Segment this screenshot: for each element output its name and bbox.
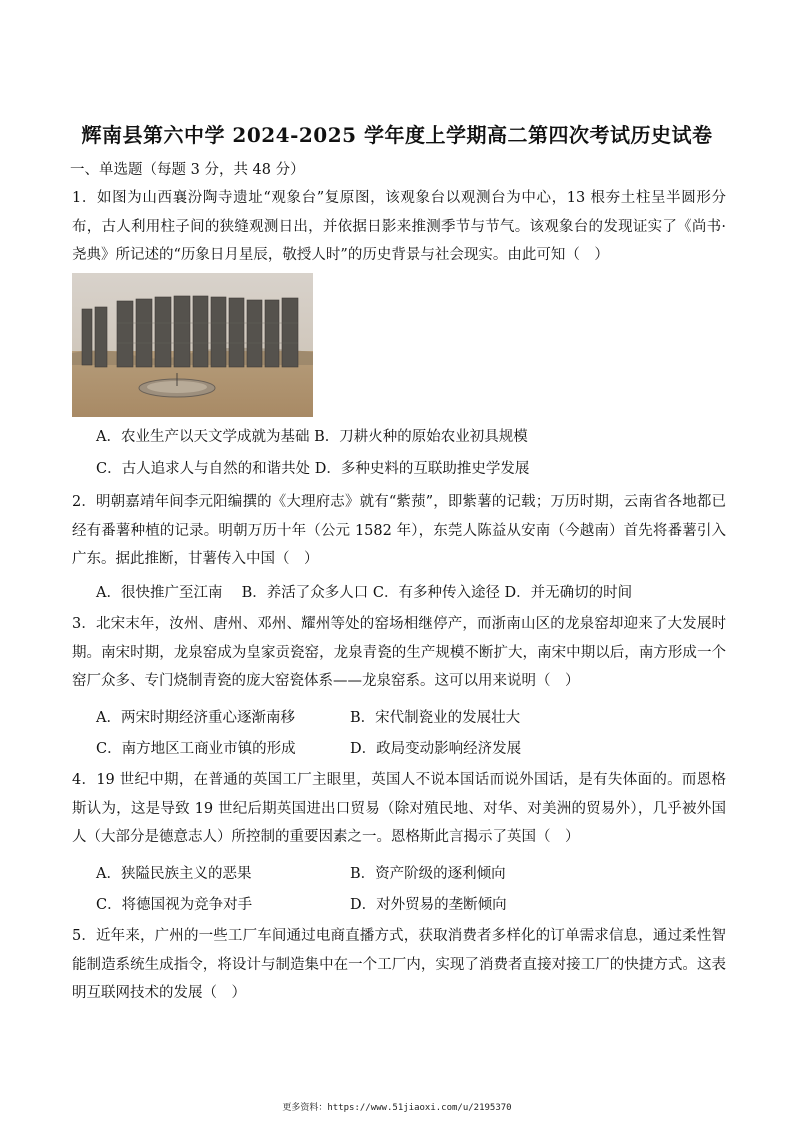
question-3-option-a: A．两宋时期经济重心逐渐南移	[96, 710, 295, 726]
question-2-options: A．很快推广至江南 B．养活了众多人口 C．有多种传入途径 D．并无确切的时间	[96, 585, 633, 601]
question-3-option-c: C．南方地区工商业市镇的形成	[96, 741, 296, 757]
question-3-option-d: D．政局变动影响经济发展	[350, 741, 522, 757]
question-1-stem: 1．如图为山西襄汾陶寺遗址“观象台”复原图，该观象台以观测台为中心，13 根夯土柱呈半圆形分布，古人利用柱子间的狭缝观测日出，并依据日影来推测季节与节气。该观象台的发现证实了《尚书·尧典》所记述的“历象日月星辰，敬授人时”的历史背景与社会现实。由此可知（ ）	[72, 190, 726, 263]
page-title: 辉南县第六中学 2024-2025 学年度上学期高二第四次考试历史试卷	[81, 123, 713, 147]
question-4-option-a: A．狭隘民族主义的恶果	[96, 866, 252, 882]
observatory-photo	[72, 273, 313, 417]
question-4-option-c: C．将德国视为竞争对手	[96, 897, 253, 913]
question-5-stem: 5．近年来，广州的一些工厂车间通过电商直播方式，获取消费者多样化的订单需求信息，通过柔性智能制造系统生成指令，将设计与制造集中在一个工厂内，实现了消费者直接对接工厂的快捷方式。这表明互联网技术的发展（ ）	[72, 928, 726, 1001]
question-3-stem: 3．北宋末年，汝州、唐州、邓州、耀州等处的窑场相继停产，而浙南山区的龙泉窑却迎来了大发展时期。南宋时期，龙泉窑成为皇家贡瓷窑，龙泉青瓷的生产规模不断扩大，南宋中期以后，南方形成一个窑厂众多、专门烧制青瓷的庞大窑瓷体系——龙泉窑系。这可以用来说明（ ）	[72, 616, 726, 689]
question-4-stem: 4．19 世纪中期，在普通的英国工厂主眼里，英国人不说本国话而说外国话，是有失体面的。而恩格斯认为，这是导致 19 世纪后期英国进出口贸易（除对殖民地、对华、对美洲的贸易外），几乎被外国人（大部分是德意志人）所控制的重要因素之一。恩格斯此言揭示了英国（ ）	[72, 772, 726, 845]
question-3-option-b: B．宋代制瓷业的发展壮大	[350, 710, 521, 726]
question-4-option-d: D．对外贸易的垄断倾向	[350, 897, 507, 913]
section-heading: 一、单选题（每题 3 分，共 48 分）	[70, 162, 305, 178]
question-4-option-b: B．资产阶级的逐利倾向	[350, 866, 506, 882]
question-1-options-ab: A．农业生产以天文学成就为基础 B．刀耕火种的原始农业初具规模	[96, 429, 528, 445]
question-2-stem: 2．明朝嘉靖年间李元阳编撰的《大理府志》就有“紫蓣”，即紫薯的记载；万历时期，云南省各地都已经有番薯种植的记录。明朝万历十年（公元 1582 年），东莞人陈益从安南（今越南）首先将番薯引入广东。据此推断，甘薯传入中国（ ）	[72, 494, 726, 567]
question-1-options-cd: C．古人追求人与自然的和谐共处 D．多种史料的互联助推史学发展	[96, 461, 530, 477]
footer-link[interactable]: 更多资料：https://www.51jiaoxi.com/u/2195370	[282, 1103, 512, 1113]
